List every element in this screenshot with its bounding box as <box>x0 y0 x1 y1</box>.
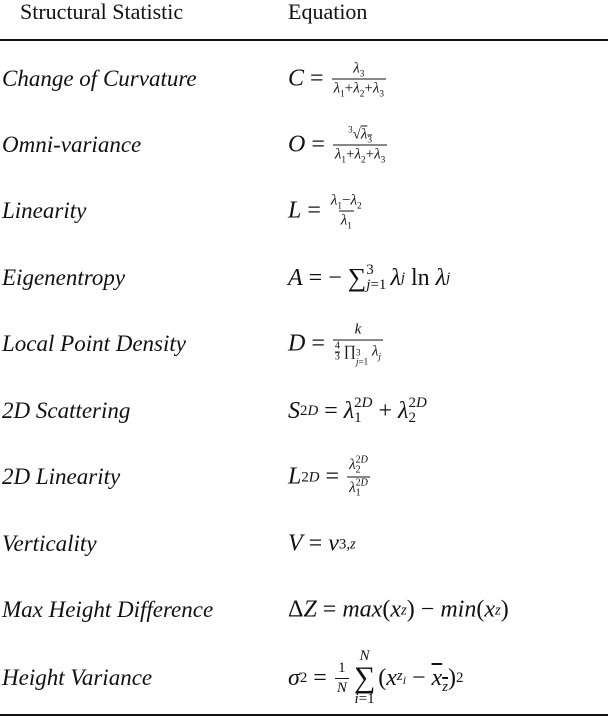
table-header-statistic: Structural Statistic <box>20 0 184 24</box>
equation-2d-linearity: L 2D = λ 2D 2 λ 2D 1 <box>288 454 368 499</box>
equation-eigenentropy: A = − ∑ 3 j=1 λ j ln λ j <box>288 262 451 293</box>
table-row <box>0 378 610 444</box>
statistic-name: Max Height Difference <box>2 597 214 622</box>
table-row <box>0 644 610 712</box>
statistic-name: Omni-variance <box>2 132 142 157</box>
table-header-equation: Equation <box>288 0 368 24</box>
table-row <box>0 511 610 577</box>
equation-2d-scattering: S 2D = λ 2D 1 + λ 2D 2 <box>288 395 427 426</box>
statistic-name: 2D Linearity <box>2 464 121 489</box>
equation-density: D = k $\frac{4}{3}$ ∏ 3 j=1 $\lambda_j$ <box>288 321 381 367</box>
equation-height-variance: σ 2 = $\frac{1}{N}$ N ∑ i=1 ( x $z_i$ − $x_z$ ) 2 <box>288 648 464 707</box>
statistic-name: Verticality <box>2 531 97 556</box>
equation-verticality: V = v 3,z <box>288 530 356 557</box>
equation-linearity: L = $\frac{\lambda_1-\lambda_2}{\lambda_1}$ <box>288 192 362 232</box>
statistic-name: Linearity <box>2 198 87 223</box>
equation-curvature: C = $\frac{\lambda_3}{\lambda_1+\lambda_2+\lambda_3}$ <box>288 60 384 100</box>
table-row <box>0 444 610 510</box>
table-row <box>0 112 610 178</box>
bottom-rule <box>0 714 608 716</box>
statistic-name: Eigenentropy <box>2 265 126 290</box>
table-row <box>0 245 610 311</box>
statistic-name: Height Variance <box>2 665 153 690</box>
table-row <box>0 178 610 244</box>
statistic-name: Change of Curvature <box>2 66 197 91</box>
header-rule <box>0 39 608 41</box>
statistic-name: Local Point Density <box>2 331 186 356</box>
table-row <box>0 311 610 377</box>
equation-omnivariance: O = $\frac{^3√\lambda_3}{\lambda_1+\lambda_2+\lambda_3}$ <box>288 124 386 166</box>
table-row <box>0 46 610 112</box>
table-row <box>0 577 610 643</box>
equation-max-height-difference: Δ Z = max ( x z ) − min ( x z ) <box>288 596 509 623</box>
statistic-name: 2D Scattering <box>2 398 131 423</box>
